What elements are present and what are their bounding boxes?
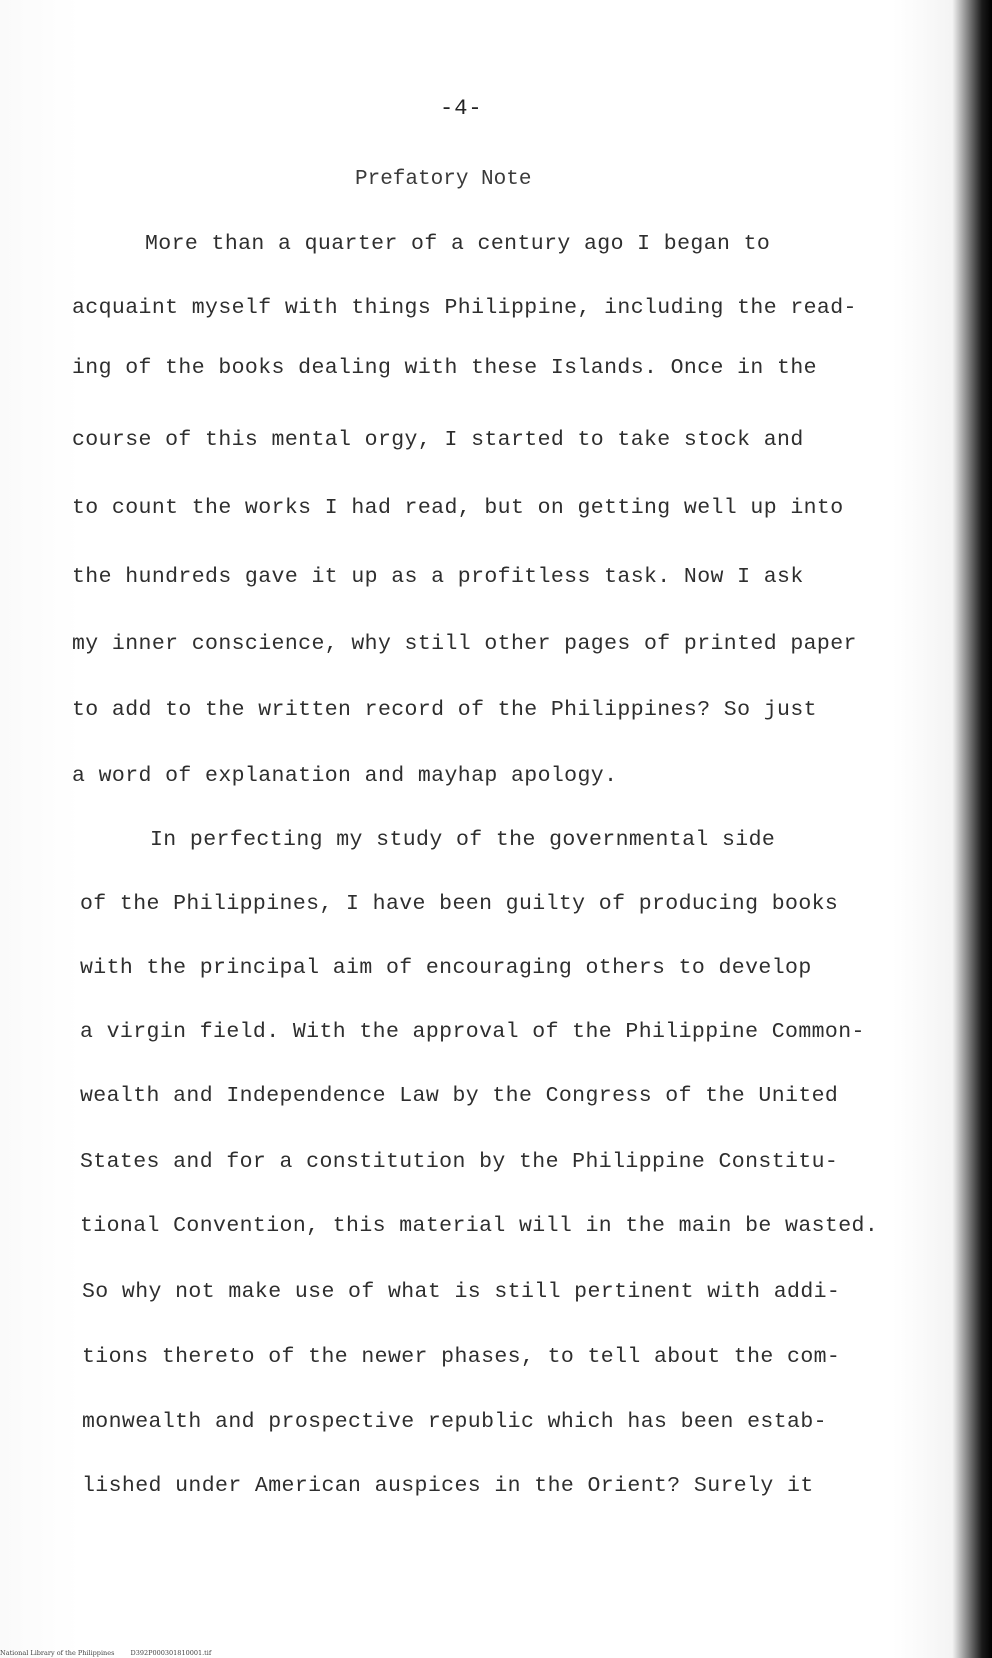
text-line: lished under American auspices in the Orient? Surely it <box>82 1474 814 1498</box>
footer <box>0 1649 211 1657</box>
page-title: Prefatory Note <box>355 168 532 191</box>
text-line: my inner conscience, why still other pages of printed paper <box>72 632 857 656</box>
text-line: to count the works I had read, but on getting well up into <box>72 496 844 520</box>
text-line: monwealth and prospective republic which has been estab- <box>82 1410 827 1434</box>
text-line: the hundreds gave it up as a profitless task. Now I ask <box>72 565 804 589</box>
text-line: of the Philippines, I have been guilty of producing books <box>80 892 839 916</box>
text-line: So why not make use of what is still pertinent with addi- <box>82 1280 841 1304</box>
text-line: to add to the written record of the Philippines? So just <box>72 698 817 722</box>
text-line: In perfecting my study of the governmental side <box>150 828 776 852</box>
text-line: a word of explanation and mayhap apology. <box>72 764 618 788</box>
page-number: -4- <box>440 96 483 121</box>
footer-file-id: D392P000301810001.tif <box>130 1649 212 1657</box>
text-line: a virgin field. With the approval of the Philippine Common- <box>80 1020 865 1044</box>
text-line: with the principal aim of encouraging others to develop <box>80 956 812 980</box>
text-line: tions thereto of the newer phases, to tell about the com- <box>82 1345 841 1369</box>
text-line: acquaint myself with things Philippine, including the read- <box>72 296 857 320</box>
text-line: course of this mental orgy, I started to take stock and <box>72 428 804 452</box>
text-line: States and for a constitution by the Philippine Constitu- <box>80 1150 839 1174</box>
text-line: tional Convention, this material will in the main be wasted. <box>80 1214 879 1238</box>
text-line: ing of the books dealing with these Islands. Once in the <box>72 356 817 380</box>
text-line: More than a quarter of a century ago I began to <box>145 232 771 256</box>
footer-library: National Library of the Philippines <box>0 1649 115 1657</box>
text-line: wealth and Independence Law by the Congress of the United <box>80 1084 839 1108</box>
